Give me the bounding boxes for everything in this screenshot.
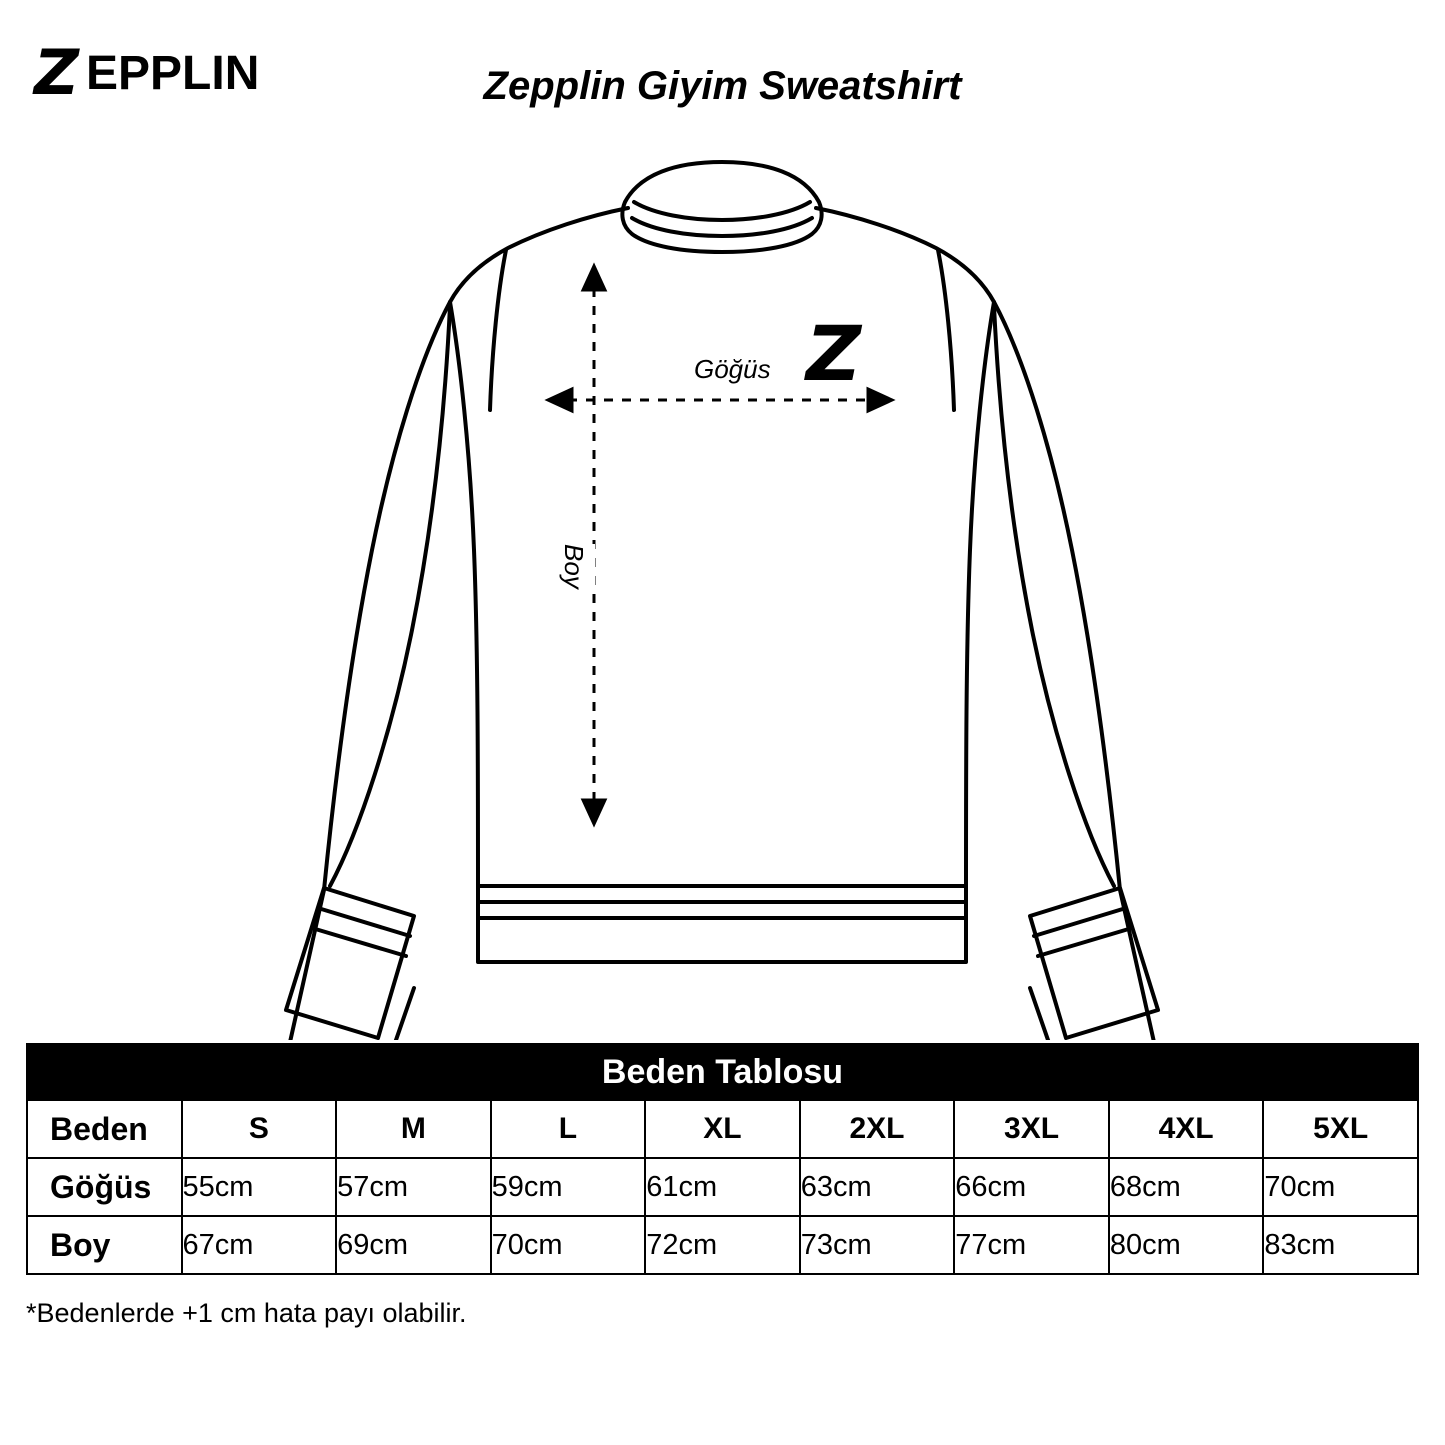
column-header-beden: Beden [27, 1100, 182, 1158]
sweatshirt-drawing [0, 130, 1445, 1040]
cell-gogus-4xl: 68cm [1109, 1158, 1264, 1216]
column-header-3xl: 3XL [954, 1100, 1109, 1158]
page-header [0, 0, 1445, 140]
brand-logo-wordmark: EPPLIN [86, 47, 260, 100]
column-header-4xl: 4XL [1109, 1100, 1264, 1158]
page-title-light: Zepplin Giyim [483, 64, 760, 108]
cell-boy-4xl: 80cm [1109, 1216, 1264, 1274]
cell-boy-5xl: 83cm [1263, 1216, 1418, 1274]
table-row [27, 1158, 1418, 1216]
cell-boy-m: 69cm [336, 1216, 491, 1274]
sweatshirt-illustration [0, 130, 1445, 1040]
table-title-row [27, 1044, 1418, 1100]
brand-logo-z: Z [34, 36, 77, 109]
column-header-m: M [336, 1100, 491, 1158]
column-header-xl: XL [645, 1100, 800, 1158]
column-header-s: S [182, 1100, 337, 1158]
size-table-footnote: *Bedenlerde +1 cm hata payı olabilir. [26, 1298, 467, 1328]
cell-boy-xl: 72cm [645, 1216, 800, 1274]
row-label-boy: Boy [27, 1216, 182, 1274]
table-header-row [27, 1100, 1418, 1158]
size-table-container [26, 1043, 1419, 1275]
table-row [27, 1216, 1418, 1274]
svg-text:Z: Z [806, 309, 862, 398]
size-table-title: Beden Tablosu [27, 1044, 1418, 1100]
page-title-bold: Sweatshirt [759, 64, 962, 108]
cell-gogus-m: 57cm [336, 1158, 491, 1216]
cell-gogus-xl: 61cm [645, 1158, 800, 1216]
column-header-5xl: 5XL [1263, 1100, 1418, 1158]
chest-measure-label: Göğüs [686, 354, 779, 385]
row-label-gogus: Göğüs [27, 1158, 182, 1216]
garment-chest-logo [804, 309, 863, 398]
column-header-l: L [491, 1100, 646, 1158]
cell-gogus-2xl: 63cm [800, 1158, 955, 1216]
page-title [0, 62, 1445, 110]
cell-boy-2xl: 73cm [800, 1216, 955, 1274]
cell-gogus-l: 59cm [491, 1158, 646, 1216]
cell-gogus-s: 55cm [182, 1158, 337, 1216]
cell-gogus-3xl: 66cm [954, 1158, 1109, 1216]
cell-boy-l: 70cm [491, 1216, 646, 1274]
cell-boy-s: 67cm [182, 1216, 337, 1274]
cell-boy-3xl: 77cm [954, 1216, 1109, 1274]
cell-gogus-5xl: 70cm [1263, 1158, 1418, 1216]
length-measure-label: Boy [552, 544, 595, 589]
size-table [26, 1043, 1419, 1275]
column-header-2xl: 2XL [800, 1100, 955, 1158]
